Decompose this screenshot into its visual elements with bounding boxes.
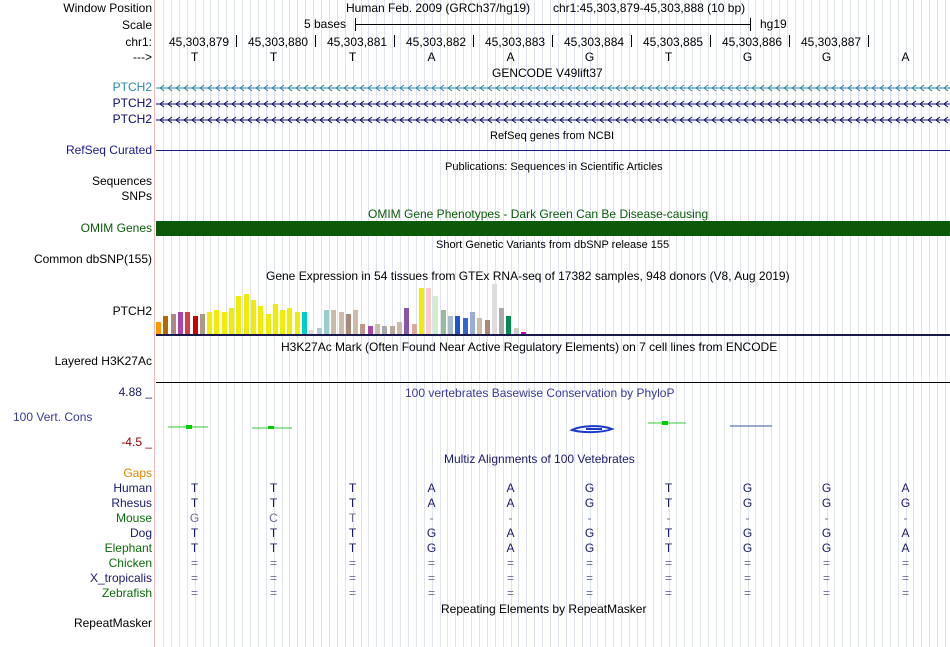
alignment-base: A: [506, 496, 515, 510]
gtex-tissue-bar[interactable]: [280, 310, 285, 334]
species-label[interactable]: X_tropicalis: [89, 571, 152, 585]
alignment-base: =: [506, 571, 514, 585]
alignment-base: T: [190, 496, 199, 510]
sequence-base: T: [190, 50, 199, 64]
alignment-base: G: [742, 526, 753, 540]
species-label[interactable]: Dog: [129, 526, 152, 540]
alignment-base: T: [269, 541, 278, 555]
h3k27ac-label[interactable]: Layered H3K27Ac: [54, 354, 152, 368]
ruler-tick: [394, 35, 395, 47]
alignment-base: -: [903, 511, 908, 525]
gtex-tissue-bar[interactable]: [171, 314, 176, 334]
gtex-gene-label[interactable]: PTCH2: [112, 304, 152, 318]
refseq-gene-line[interactable]: [156, 150, 950, 151]
alignment-base: =: [585, 571, 593, 585]
gtex-tissue-bar[interactable]: [492, 284, 497, 334]
alignment-base: -: [745, 511, 750, 525]
alignment-base: G: [426, 526, 437, 540]
gtex-tissue-bar[interactable]: [266, 314, 271, 334]
alignment-base: T: [269, 526, 278, 540]
gtex-tissue-bar[interactable]: [455, 316, 460, 334]
ruler-position-label: 45,303,885: [643, 35, 704, 49]
alignment-base: G: [742, 481, 753, 495]
h3k27ac-title[interactable]: H3K27Ac Mark (Often Found Near Active Regulatory Elements) on 7 cell lines from ENCODE: [281, 340, 778, 354]
phylop-conservation-plot[interactable]: [156, 415, 950, 439]
gtex-tissue-bar[interactable]: [426, 288, 431, 334]
ruler-position-label: 45,303,887: [801, 35, 862, 49]
species-label[interactable]: Mouse: [115, 511, 152, 525]
gtex-tissue-bar[interactable]: [375, 324, 380, 334]
gtex-tissue-bar[interactable]: [382, 326, 387, 334]
alignment-base: T: [190, 481, 199, 495]
alignment-base: =: [190, 556, 198, 570]
gtex-tissue-bar[interactable]: [463, 318, 468, 334]
alignment-base: =: [348, 556, 356, 570]
refseq-curated-label[interactable]: RefSeq Curated: [65, 143, 152, 157]
gtex-tissue-bar[interactable]: [390, 326, 395, 334]
alignment-base: =: [822, 571, 830, 585]
gtex-tissue-bar[interactable]: [324, 310, 329, 334]
alignment-base: A: [901, 526, 910, 540]
gtex-tissue-bar[interactable]: [485, 320, 490, 334]
gtex-tissue-bar[interactable]: [156, 322, 161, 334]
multiz-title[interactable]: Multiz Alignments of 100 Vetebrates: [444, 452, 635, 466]
alignment-base: T: [348, 511, 357, 525]
gtex-tissue-bar[interactable]: [412, 324, 417, 334]
ruler-tick: [868, 35, 869, 47]
alignment-base: T: [269, 496, 278, 510]
ruler-tick: [631, 35, 632, 47]
scale-bar: [355, 24, 750, 25]
alignment-base: =: [743, 571, 751, 585]
alignment-base: A: [901, 541, 910, 555]
sequence-base: A: [427, 50, 436, 64]
ruler-position-label: 45,303,883: [485, 35, 546, 49]
species-label[interactable]: Chicken: [108, 556, 152, 570]
ruler-tick: [473, 35, 474, 47]
assembly-text: Human Feb. 2009 (GRCh37/hg19): [346, 1, 531, 15]
phylop-min-label: -4.5 _: [121, 435, 152, 449]
strand-label: --->: [133, 50, 152, 64]
alignment-base: C: [269, 511, 278, 525]
alignment-base: =: [269, 586, 277, 600]
alignment-base: -: [824, 511, 829, 525]
publications-sequences-label[interactable]: Sequences: [91, 174, 152, 188]
alignment-base: T: [348, 541, 357, 555]
alignment-base: T: [664, 541, 673, 555]
alignment-base: =: [664, 571, 672, 585]
alignment-base: A: [427, 496, 436, 510]
phylop-score-3: [572, 426, 612, 432]
alignment-base: =: [901, 571, 909, 585]
dbsnp-title[interactable]: Short Genetic Variants from dbSNP release 155: [436, 239, 670, 251]
alignment-base: =: [901, 556, 909, 570]
alignment-base: =: [427, 571, 435, 585]
alignment-base: =: [190, 586, 198, 600]
publications-snps-label[interactable]: SNPs: [121, 189, 152, 203]
alignment-base: G: [900, 496, 911, 510]
alignment-base: A: [427, 481, 436, 495]
gencode-title[interactable]: GENCODE V49lift37: [492, 66, 603, 80]
gtex-tissue-bar[interactable]: [506, 316, 511, 334]
alignment-base: =: [664, 586, 672, 600]
gtex-tissue-bar[interactable]: [331, 310, 336, 334]
sequence-base: T: [269, 50, 278, 64]
species-label[interactable]: Elephant: [104, 541, 152, 555]
alignment-base: A: [506, 526, 515, 540]
alignment-base: A: [506, 481, 515, 495]
alignment-base: -: [587, 511, 592, 525]
gtex-title[interactable]: Gene Expression in 54 tissues from GTEx RNA-seq of 17382 samples, 948 donors (V8, Aug 2019): [266, 269, 790, 283]
gtex-tissue-bar[interactable]: [302, 312, 307, 334]
alignment-base: T: [348, 481, 357, 495]
gencode-gene-tracks[interactable]: [156, 80, 950, 128]
scale-text: 5 bases: [304, 17, 347, 31]
gtex-tissue-bar[interactable]: [419, 288, 424, 334]
alignment-base: =: [506, 556, 514, 570]
track-label-column: [0, 0, 154, 647]
gtex-tissue-bar[interactable]: [346, 314, 351, 334]
omim-genes-label[interactable]: OMIM Genes: [80, 221, 152, 235]
alignment-base: =: [190, 571, 198, 585]
omim-phenotype-bar[interactable]: [156, 221, 950, 236]
gtex-tissue-bar[interactable]: [368, 326, 373, 334]
gtex-tissue-bar[interactable]: [200, 314, 205, 334]
alignment-base: =: [743, 586, 751, 600]
gtex-tissue-bar[interactable]: [353, 310, 358, 334]
chrom-label: chr1:: [125, 35, 152, 49]
gtex-expression-bars[interactable]: [156, 284, 536, 334]
gencode-gene-label-2[interactable]: PTCH2: [112, 96, 152, 110]
gtex-tissue-bar[interactable]: [214, 310, 219, 334]
ruler-position-label: 45,303,880: [248, 35, 309, 49]
alignment-base: G: [742, 496, 753, 510]
alignment-base: =: [664, 556, 672, 570]
alignment-base: -: [666, 511, 671, 525]
ruler-tick: [236, 35, 237, 47]
gencode-gene-label-3[interactable]: PTCH2: [112, 112, 152, 126]
gtex-tissue-bar[interactable]: [339, 312, 344, 334]
alignment-base: =: [348, 586, 356, 600]
ruler-position-label: 45,303,886: [722, 35, 783, 49]
ruler-tick: [315, 35, 316, 47]
alignment-base: A: [901, 481, 910, 495]
multiz-gaps-label: Gaps: [123, 466, 152, 480]
gencode-gene-label-1[interactable]: PTCH2: [112, 80, 152, 94]
alignment-base: G: [584, 481, 595, 495]
track-image-area[interactable]: [156, 0, 950, 647]
gtex-tissue-bar[interactable]: [207, 312, 212, 334]
sequence-base: A: [506, 50, 515, 64]
sequence-base: G: [742, 50, 753, 64]
alignment-base: G: [584, 496, 595, 510]
gtex-tissue-bar[interactable]: [229, 308, 234, 334]
alignment-base: G: [821, 526, 832, 540]
gtex-tissue-bar[interactable]: [441, 310, 446, 334]
alignment-base: G: [742, 541, 753, 555]
gtex-tissue-bar[interactable]: [244, 294, 249, 334]
phylop-track-label[interactable]: 100 Vert. Cons: [13, 410, 93, 424]
sequence-base: A: [901, 50, 910, 64]
alignment-base: G: [821, 541, 832, 555]
alignment-base: G: [584, 541, 595, 555]
alignment-base: T: [348, 526, 357, 540]
ruler-tick: [789, 35, 790, 47]
gtex-tissue-bar[interactable]: [273, 304, 278, 334]
phylop-peak-1: [186, 425, 192, 429]
sequence-base: T: [664, 50, 673, 64]
gtex-tissue-bar[interactable]: [163, 316, 168, 334]
repeatmasker-label[interactable]: RepeatMasker: [73, 616, 152, 630]
gtex-tissue-bar[interactable]: [360, 324, 365, 334]
label-divider: [154, 0, 155, 647]
gtex-tissue-bar[interactable]: [178, 312, 183, 334]
phylop-title[interactable]: 100 vertebrates Basewise Conservation by PhyloP: [405, 386, 675, 400]
alignment-base: T: [190, 526, 199, 540]
h3k27ac-baseline: [156, 382, 950, 383]
ruler-position-label: 45,303,884: [564, 35, 625, 49]
phylop-max-label: 4.88 _: [118, 385, 152, 399]
db-text: hg19: [760, 17, 787, 31]
scale-bar-right-tick: [750, 18, 751, 31]
omim-title[interactable]: OMIM Gene Phenotypes - Dark Green Can Be Disease-causing: [368, 207, 709, 221]
ruler-position-label: 45,303,881: [327, 35, 388, 49]
alignment-base: T: [190, 541, 199, 555]
refseq-title[interactable]: RefSeq genes from NCBI: [490, 130, 615, 142]
alignment-base: =: [348, 571, 356, 585]
gtex-tissue-bar[interactable]: [404, 308, 409, 334]
gtex-tissue-bar[interactable]: [236, 296, 241, 334]
gtex-tissue-bar[interactable]: [433, 296, 438, 334]
alignment-base: =: [901, 586, 909, 600]
scale-label: Scale: [121, 18, 152, 32]
alignment-base: T: [664, 526, 673, 540]
alignment-base: G: [426, 541, 437, 555]
alignment-base: =: [269, 571, 277, 585]
alignment-base: =: [822, 586, 830, 600]
alignment-base: G: [821, 481, 832, 495]
gtex-tissue-bar[interactable]: [499, 308, 504, 334]
dbsnp-label[interactable]: Common dbSNP(155): [33, 252, 152, 266]
alignment-base: T: [664, 481, 673, 495]
species-label[interactable]: Zebrafish: [101, 586, 152, 600]
alignment-base: -: [508, 511, 513, 525]
species-label[interactable]: Rhesus: [111, 496, 152, 510]
publications-title[interactable]: Publications: Sequences in Scientific Articles: [445, 161, 663, 173]
gtex-tissue-bar[interactable]: [251, 300, 256, 334]
ruler-position-label: 45,303,879: [169, 35, 230, 49]
sequence-base: G: [821, 50, 832, 64]
alignment-base: =: [585, 586, 593, 600]
alignment-base: =: [585, 556, 593, 570]
sequence-base: G: [584, 50, 595, 64]
gtex-tissue-bar[interactable]: [222, 312, 227, 334]
alignment-base: -: [429, 511, 434, 525]
ruler-tick: [552, 35, 553, 47]
alignment-base: =: [269, 556, 277, 570]
gtex-tissue-bar[interactable]: [397, 322, 402, 334]
range-text: chr1:45,303,879-45,303,888 (10 bp): [553, 1, 746, 15]
gtex-tissue-bar[interactable]: [287, 308, 292, 334]
phylop-peak-2: [268, 426, 274, 429]
sequence-base: T: [348, 50, 357, 64]
window-position-label: Window Position: [63, 1, 152, 15]
alignment-base: T: [664, 496, 673, 510]
alignment-base: =: [506, 586, 514, 600]
alignment-base: A: [506, 541, 515, 555]
gtex-baseline: [156, 334, 950, 336]
gtex-tissue-bar[interactable]: [470, 312, 475, 334]
species-label[interactable]: Human: [113, 481, 152, 495]
alignment-base: =: [822, 556, 830, 570]
alignment-base: G: [821, 496, 832, 510]
alignment-base: =: [743, 556, 751, 570]
gtex-tissue-bar[interactable]: [193, 316, 198, 334]
ruler-position-label: 45,303,882: [406, 35, 467, 49]
alignment-base: T: [348, 496, 357, 510]
alignment-base: =: [427, 556, 435, 570]
phylop-peak-4: [662, 421, 668, 425]
gtex-tissue-bar[interactable]: [258, 306, 263, 334]
gtex-tissue-bar[interactable]: [448, 316, 453, 334]
gtex-tissue-bar[interactable]: [295, 312, 300, 334]
alignment-base: =: [427, 586, 435, 600]
ruler-tick: [710, 35, 711, 47]
alignment-base: G: [584, 526, 595, 540]
alignment-base: T: [269, 481, 278, 495]
repeatmasker-title[interactable]: Repeating Elements by RepeatMasker: [441, 602, 647, 616]
gtex-tissue-bar[interactable]: [185, 312, 190, 334]
gtex-tissue-bar[interactable]: [477, 318, 482, 334]
alignment-base: G: [189, 511, 200, 525]
